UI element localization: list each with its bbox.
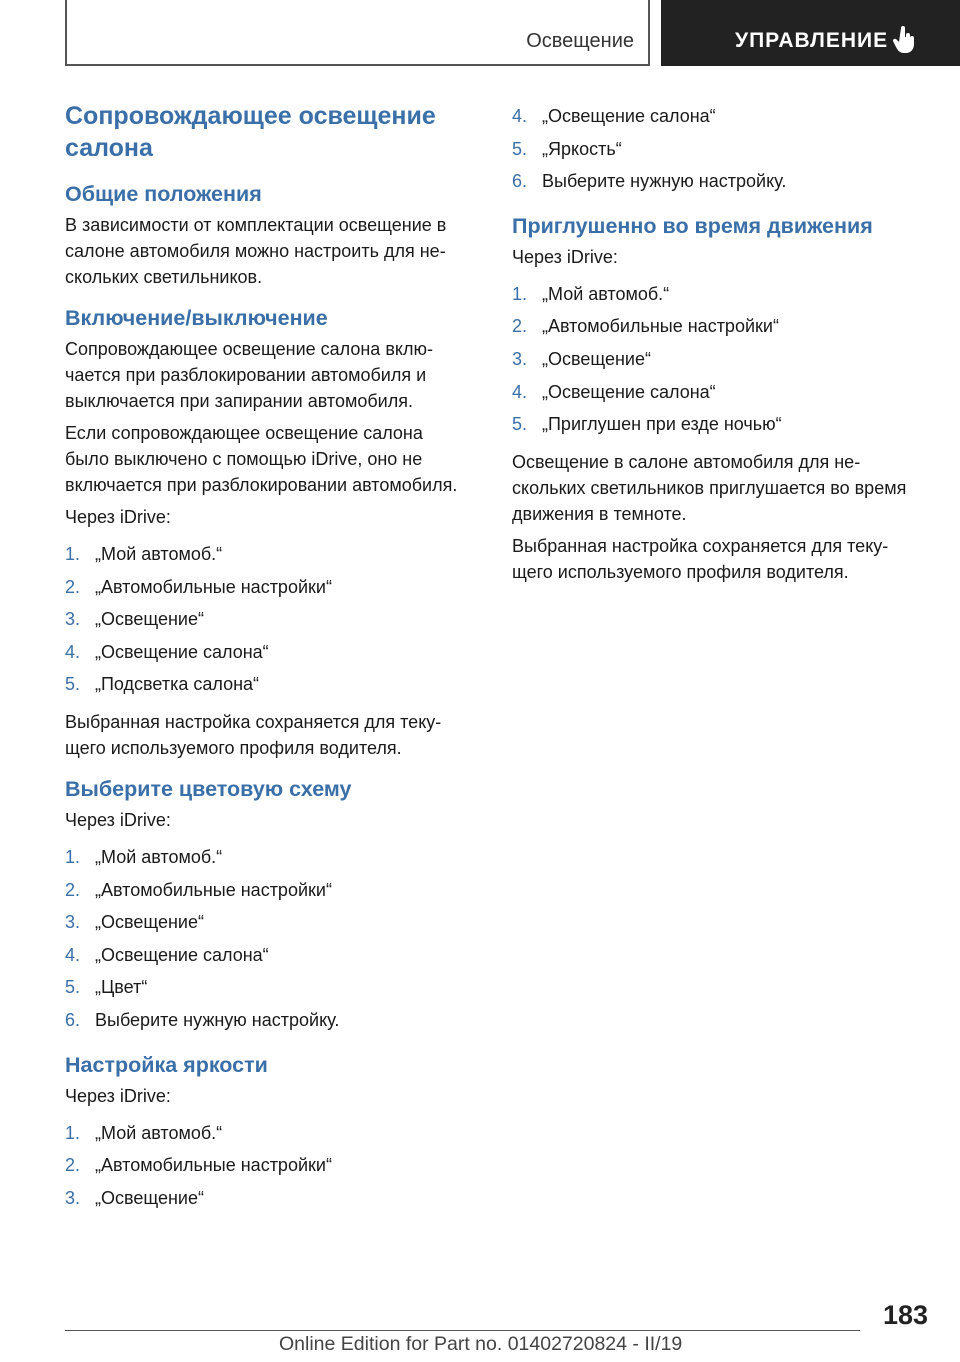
color-steps [65,841,465,1037]
list-item: 5. „Подсветка салона“ [65,674,260,695]
list-item: 3. „Освещение“ [65,912,204,933]
list-item: 6. Выберите нужную настройку. [512,171,787,192]
left-column [65,100,465,1222]
list-item: 1. „Мой автомоб.“ [65,1122,223,1143]
heading-general: Общие положения [65,182,262,206]
brightness-via: Через iDrive: [65,1085,171,1106]
list-item: 6. Выберите нужную настройку. [65,1009,340,1030]
list-item: 1. „Мой автомоб.“ [512,283,670,304]
heading-brightness: Настройка яркости [65,1052,268,1077]
onoff-paragraph-2: Если сопровождающее освещение салона было выключено с помощью iDrive, оно не включается при разблокировании автомобиля. [65,423,458,495]
right-column [512,100,912,591]
list-item: 4. „Освещение салона“ [512,381,716,402]
list-item: 5. „Цвет“ [65,977,148,998]
list-item: 3. „Освещение“ [65,609,204,630]
general-text: В зависимости от комплектации освещение в салоне автомобиля можно настроить для нескольких светильников. [65,215,447,287]
brightness-steps [65,1117,465,1215]
list-item: 2. „Автомобильные настройки“ [65,576,332,597]
chapter-tab[interactable] [661,0,960,66]
onoff-via: Через iDrive: [65,507,171,527]
list-item: 2. „Автомобильные настройки“ [512,316,779,337]
main-title: Сопровождающее освещение салона [65,102,436,162]
list-item: 3. „Освещение“ [65,1187,204,1208]
list-item: 5. „Яркость“ [512,138,622,159]
list-item: 4. „Освещение салона“ [65,944,269,965]
brightness-steps-continued [512,100,912,198]
list-item: 2. „Автомобильные настройки“ [65,879,332,900]
header-section-box [65,0,650,66]
page-number: 183 [882,1300,928,1330]
dimmed-paragraph-2: Выбранная настройка сохраняется для текущего используемого профиля водителя. [512,535,889,582]
onoff-note: Выбранная настройка сохраняется для текущего используемого профиля водителя. [65,711,442,758]
chapter-label: УПРАВЛЕНИЕ [735,29,889,52]
list-item: 3. „Освещение“ [512,348,651,369]
hand-pointer-icon [893,26,917,54]
list-item: 5. „Приглушен при езде ночью“ [512,414,782,435]
onoff-steps [65,538,465,701]
heading-onoff: Включение/выключение [65,306,328,330]
heading-color: Выберите цветовую схему [65,776,352,801]
edition-footer: Online Edition for Part no. 01402720824 - II/19 [279,1333,683,1355]
onoff-paragraph-1: Сопровождающее освещение салона включается при разблокировании автомобиля и выключается при запирании автомобиля. [65,339,433,411]
list-item: 4. „Освещение салона“ [512,106,716,126]
footer-divider [65,1330,860,1331]
list-item: 4. „Освещение салона“ [65,641,269,662]
dimmed-paragraph-1: Освещение в салоне автомобиля для нескольких светильников приглушается во время движения в темноте. [512,451,907,524]
list-item: 2. „Автомобильные настройки“ [65,1155,332,1176]
dimmed-steps [512,278,912,441]
color-via: Через iDrive: [65,809,171,830]
dimmed-via: Через iDrive: [512,246,618,267]
list-item: 1. „Мой автомоб.“ [65,846,223,867]
list-item: 1. „Мой автомоб.“ [65,544,223,564]
heading-dimmed: Приглушенно во время движения [512,213,873,238]
section-title: Освещение [526,30,634,52]
